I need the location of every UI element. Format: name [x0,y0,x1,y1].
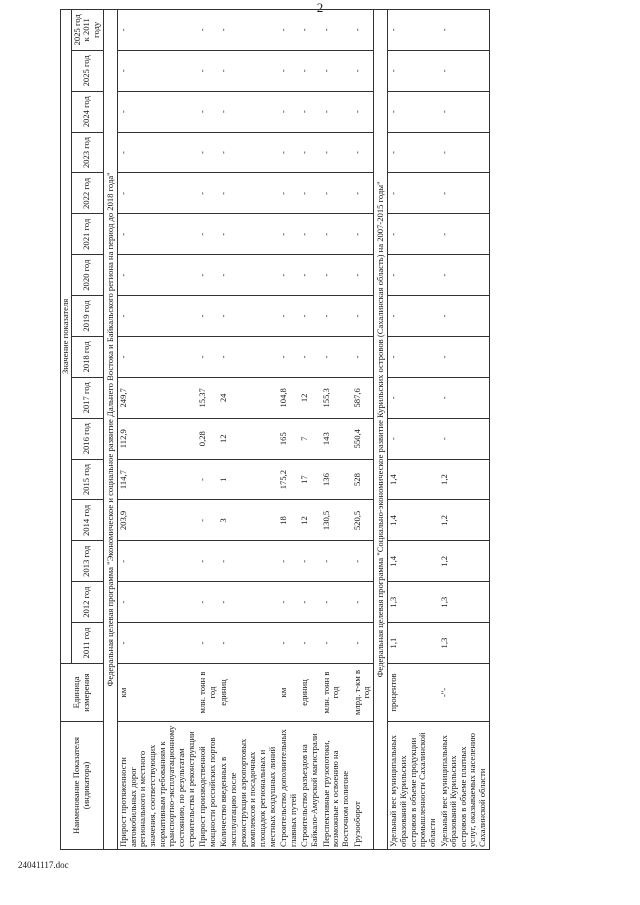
indicator-value: - [439,214,490,255]
indicator-value: - [118,337,198,378]
indicator-value: - [197,296,218,337]
indicator-value: - [197,337,218,378]
indicator-value: - [388,377,439,418]
indicator-name: Удельный вес муниципальных образований Курильских островов в объеме продукции промышленности Сахалинской области [388,722,439,850]
header-year: 2017 год [71,377,103,418]
indicator-value: - [118,623,198,664]
header-unit: Единица измерения [61,664,104,722]
indicator-value: - [278,50,299,91]
table-row [118,9,198,849]
indicator-value: 3 [218,500,278,541]
header-year: 2025 год [71,50,103,91]
header-values-group: Значение показателя [61,9,72,663]
indicator-value: - [321,9,352,50]
program-title: Федеральная целевая программа "Социально-экономическое развитие Курильских островов (Сахалинская область) на 2007-2015 годы" [373,9,388,849]
indicator-value: - [278,623,299,664]
indicator-value: 130,5 [321,500,352,541]
indicator-value: 136 [321,459,352,500]
indicator-value: - [118,173,198,214]
header-year: 2015 год [71,459,103,500]
indicator-value: 550,4 [352,418,374,459]
indicator-value: - [321,541,352,582]
indicator-unit: млрд. т-км в год [352,664,374,722]
indicator-value: 249,7 [118,377,198,418]
indicator-value: - [118,582,198,623]
indicator-value: 112,9 [118,418,198,459]
indicator-unit: единиц [218,664,278,722]
indicator-unit: млн. тонн в год [197,664,218,722]
indicator-value: - [439,9,490,50]
indicator-value: 7 [299,418,320,459]
indicator-value: - [439,132,490,173]
indicator-value: 15,37 [197,377,218,418]
indicator-value: - [218,173,278,214]
indicator-value: - [439,91,490,132]
indicator-value: - [218,132,278,173]
indicator-value: 1,1 [388,623,439,664]
table-row [218,9,278,849]
page-number: 2 [316,0,324,15]
indicator-value: - [352,337,374,378]
indicator-unit: единиц [299,664,320,722]
indicator-value: - [352,623,374,664]
indicator-value: - [278,91,299,132]
header-year: 2021 год [71,214,103,255]
indicator-value: 1,3 [439,623,490,664]
table-row [388,9,439,849]
indicator-unit: процентов [388,664,439,722]
indicator-value: 1 [218,459,278,500]
indicator-value: 1,4 [388,500,439,541]
indicator-unit: млн. тонн в год [321,664,352,722]
indicator-value: - [197,173,218,214]
indicator-value: - [321,91,352,132]
indicator-value: - [197,9,218,50]
indicator-value: - [352,91,374,132]
indicator-value: - [218,296,278,337]
indicator-value: - [321,50,352,91]
indicator-value: - [321,582,352,623]
indicator-value: - [197,541,218,582]
indicator-value: - [299,541,320,582]
indicator-value: - [218,50,278,91]
header-year: 2014 год [71,500,103,541]
indicator-value: - [352,9,374,50]
header-year: 2011 год [71,623,103,664]
indicator-value: - [218,582,278,623]
indicator-name: Строительство разъездов на Байкало-Амурской магистрали [299,722,320,850]
table-row [352,9,374,849]
indicator-value: - [352,541,374,582]
indicator-name: Прирост производственной мощности российских портов [197,722,218,850]
indicator-value: - [197,50,218,91]
header-year: 2013 год [71,541,103,582]
indicator-value: - [118,91,198,132]
indicator-unit: км [278,664,299,722]
indicator-value: - [299,255,320,296]
indicator-value: - [218,337,278,378]
header-year: 2012 год [71,582,103,623]
indicator-value: - [299,582,320,623]
indicator-name: Грузооборот [352,722,374,850]
indicator-value: 528 [352,459,374,500]
header-name: Наименование Показателя (индикатора) [61,722,104,850]
indicator-value: 12 [299,377,320,418]
indicator-value: 17 [299,459,320,500]
indicator-name: Прирост протяженности автомобильных дорог регионального и местного значения, соответствующих нормативным требованиям к транспортно-эксплуатационному состоянию, по результатам строительства и реконструкции [118,722,198,850]
indicator-value: - [299,173,320,214]
indicator-value: - [352,214,374,255]
indicator-value: - [388,9,439,50]
indicator-value: - [388,296,439,337]
indicator-value: - [439,377,490,418]
table-row [439,9,490,849]
indicator-value: - [278,582,299,623]
indicator-value: - [218,9,278,50]
indicator-value: - [278,9,299,50]
indicator-value: - [218,623,278,664]
table-row [299,9,320,849]
indicator-value: 203,9 [118,500,198,541]
indicator-value: - [118,9,198,50]
indicator-value: 520,5 [352,500,374,541]
indicator-value: - [118,214,198,255]
indicator-value: - [118,50,198,91]
indicator-value: - [197,459,218,500]
indicator-value: - [299,296,320,337]
indicator-value: - [118,255,198,296]
indicator-name: Перспективные грузопотоки, возможные к освоению на Восточном полигоне [321,722,352,850]
indicator-value: - [197,500,218,541]
indicator-value: - [278,214,299,255]
indicator-value: - [352,173,374,214]
indicator-value: 18 [278,500,299,541]
indicator-unit: км [118,664,198,722]
indicator-value: 24 [218,377,278,418]
indicator-value: - [197,255,218,296]
indicator-value: - [352,50,374,91]
table-row [278,9,299,849]
indicator-value: - [352,582,374,623]
indicator-value: - [299,91,320,132]
indicator-value: 175,2 [278,459,299,500]
indicator-value: 1,2 [439,541,490,582]
indicator-value: - [299,132,320,173]
indicator-name: Количество введенных в эксплуатацию после реконструкции аэропортовых комплексов и посадочных площадок региональных и местных воздушных линий [218,722,278,850]
indicator-value: - [321,337,352,378]
indicator-value: - [218,91,278,132]
indicator-value: - [218,214,278,255]
indicator-value: - [278,296,299,337]
indicators-table [60,9,490,850]
indicator-value: - [439,418,490,459]
indicator-value: 1,4 [388,459,439,500]
header-year: 2020 год [71,255,103,296]
indicator-value: 104,8 [278,377,299,418]
indicator-value: - [388,418,439,459]
indicator-value: - [352,132,374,173]
indicator-value: 12 [218,418,278,459]
indicator-value: - [388,132,439,173]
header-year: 2024 год [71,91,103,132]
indicator-value: 1,3 [439,582,490,623]
indicator-value: 587,6 [352,377,374,418]
indicator-value: 1,2 [439,459,490,500]
indicator-value: - [218,255,278,296]
indicator-value: - [388,50,439,91]
indicator-value: - [321,296,352,337]
indicator-value: 1,2 [439,500,490,541]
footer-filename: 24041117.doc [18,860,69,870]
indicator-value: - [118,296,198,337]
indicator-value: - [299,337,320,378]
indicator-value: - [321,173,352,214]
indicator-value: - [321,214,352,255]
indicator-value: - [278,173,299,214]
header-year: 2019 год [71,296,103,337]
indicator-value: - [439,173,490,214]
header-year: 2025 год к 2011 году [71,9,103,50]
indicator-value: 114,7 [118,459,198,500]
indicator-value: - [299,623,320,664]
indicator-value: 1,4 [388,541,439,582]
indicator-value: - [388,255,439,296]
indicator-value: - [278,255,299,296]
indicator-value: - [197,132,218,173]
indicator-value: - [388,91,439,132]
indicator-value: - [197,623,218,664]
header-year: 2016 год [71,418,103,459]
indicator-value: - [278,541,299,582]
indicator-value: - [299,50,320,91]
program-title: Федеральная целевая программа "Экономическое и социальное развитие Дальнего Востока и Байкальского региона на период до 2018 года" [103,9,118,849]
indicator-value: - [321,623,352,664]
header-year: 2018 год [71,337,103,378]
indicator-value: - [388,173,439,214]
header-year: 2022 год [71,173,103,214]
indicator-value: - [278,337,299,378]
indicator-value: - [197,582,218,623]
indicator-name: Строительство дополнительных главных путей [278,722,299,850]
indicator-unit: -"- [439,664,490,722]
indicator-value: 165 [278,418,299,459]
indicator-value: 1,3 [388,582,439,623]
header-year: 2023 год [71,132,103,173]
indicator-value: - [352,255,374,296]
indicator-value: - [118,132,198,173]
indicator-value: - [321,132,352,173]
indicator-value: - [388,337,439,378]
indicator-value: - [321,255,352,296]
indicator-value: - [197,214,218,255]
indicator-value: - [218,541,278,582]
table-row [197,9,218,849]
indicator-value: 0,28 [197,418,218,459]
indicator-value: 155,3 [321,377,352,418]
indicator-value: 143 [321,418,352,459]
indicator-name: Удельный вес муниципальных образований Курильских островов в объеме платных услуг, оказываемых населению Сахалинской области [439,722,490,850]
indicator-value: - [299,214,320,255]
rotated-table-container [60,10,580,850]
indicator-value: - [388,214,439,255]
indicator-value: - [439,50,490,91]
indicator-value: - [439,296,490,337]
indicator-value: 12 [299,500,320,541]
indicator-value: - [352,296,374,337]
indicator-value: - [278,132,299,173]
indicator-value: - [118,541,198,582]
indicator-value: - [197,91,218,132]
table-row [321,9,352,849]
indicator-value: - [439,255,490,296]
indicator-value: - [439,337,490,378]
indicator-value: - [299,9,320,50]
